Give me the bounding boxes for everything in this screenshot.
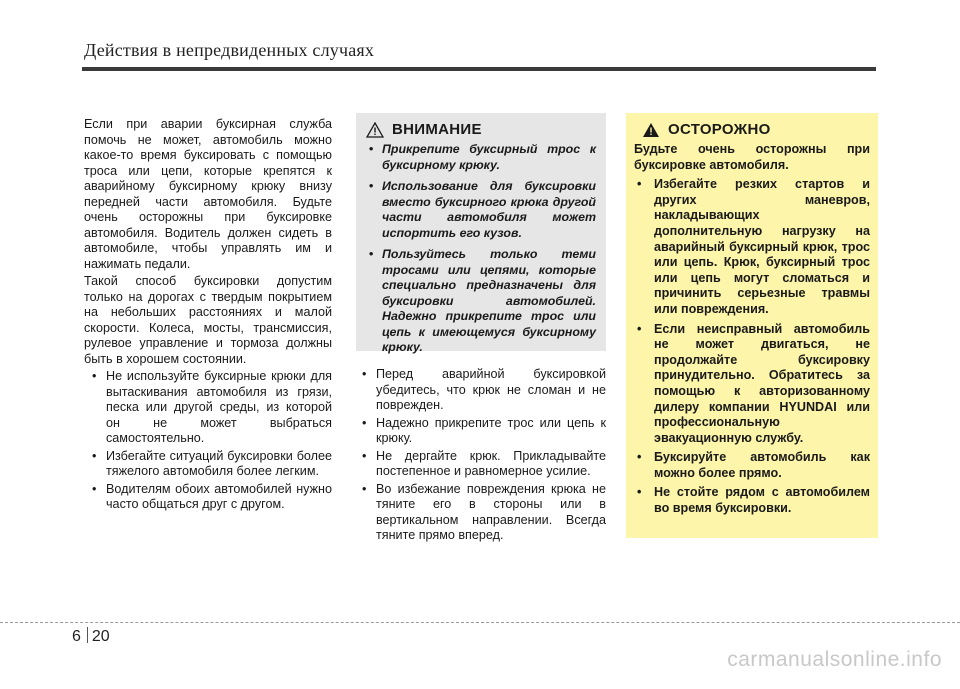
list-item: • Не используйте буксирные крюки для вытаскивания автомобиля из грязи, песка или другой среды, из которой он не может выбраться самостоятельно.: [84, 369, 332, 447]
list-item: • Перед аварийной буксировкой убедитесь, что крюк не сломан и не поврежден.: [354, 367, 606, 414]
caution-item: • Избегайте резких стартов и других маневров, накладывающих дополнительную нагрузку на аварийный буксирный крюк, трос или цепь. Крюк, буксирный трос или цепь могут сломаться и причинить серьезные травмы или повреждения.: [634, 177, 870, 317]
page-number-separator: [87, 627, 88, 643]
caution-intro: Будьте очень осторожны при буксировке автомобиля.: [634, 142, 870, 172]
paragraph: Если при аварии буксирная служба помочь не может, автомобиль можно какое-то время буксировать с помощью троса или цепи, которые крепятся к аварийному буксирному крюку внизу передней части автомобиля. Будьте очень осторожны при буксировке автомобиля. Водитель должен сидеть в автомобиле, чтобы управлять им и нажимать педали.: [84, 117, 332, 271]
paragraph: Такой способ буксировки допустим только на дорогах с твердым покрытием на небольших расстояниях и малой скорости. Колеса, мосты, трансмиссия, рулевое управление и тормоза должны быть в хорошем состоянии.: [84, 274, 332, 366]
list-item: • Не дергайте крюк. Прикладывайте постепенное и равномерное усилие.: [354, 449, 606, 480]
middle-bullet-list: [354, 367, 606, 544]
caution-item: • Буксируйте автомобиль как можно более прямо.: [634, 450, 870, 481]
page-title: Действия в непредвиденных случаях: [84, 40, 375, 60]
footer-divider: [0, 622, 960, 623]
warning-item: • Прикрепите буксирный трос к буксирному крюку.: [366, 142, 596, 173]
list-item: • Во избежание повреждения крюка не тяните его в стороны или в вертикальном направлении. Всегда тяните прямо вперед.: [354, 482, 606, 544]
list-item: • Избегайте ситуаций буксировки более тяжелого автомобиля более легким.: [84, 449, 332, 480]
caution-item: • Если неисправный автомобиль не может двигаться, не продолжайте буксировку принудительно. Обратитесь за помощью к авторизованному дилеру компании HYUNDAI или профессиональную эвакуационную службу.: [634, 322, 870, 447]
caution-box: [626, 113, 878, 538]
watermark: carmanualsonline.info: [727, 648, 942, 671]
left-bullet-list: [84, 369, 332, 513]
header-divider: [82, 67, 876, 71]
caution-title: ОСТОРОЖНО: [668, 121, 771, 139]
warning-title: ВНИМАНИЕ: [392, 121, 482, 138]
page-number-value: 20: [91, 628, 110, 645]
page-number: [72, 627, 110, 646]
warning-header: [366, 121, 596, 138]
caution-header: [634, 122, 870, 138]
warning-item: • Использование для буксировки вместо буксирного крюка другой части автомобиля может испортить его кузов.: [366, 179, 596, 241]
warning-box: [356, 113, 606, 354]
chapter-number: 6: [72, 628, 81, 645]
warning-triangle-icon: [366, 122, 384, 138]
caution-triangle-icon: [642, 122, 660, 138]
middle-column-text: [354, 367, 606, 546]
list-item: • Водителям обоих автомобилей нужно часто общаться друг с другом.: [84, 482, 332, 513]
caution-item: • Не стойте рядом с автомобилем во время буксировки.: [634, 485, 870, 516]
left-column-text: [84, 117, 332, 515]
warning-item: • Пользуйтесь только теми тросами или цепями, которые специально предназначены для буксировки автомобилей. Надежно прикрепите трос или цепь к имеющемуся буксирному крюку.: [366, 247, 596, 356]
list-item: • Надежно прикрепите трос или цепь к крюку.: [354, 416, 606, 447]
